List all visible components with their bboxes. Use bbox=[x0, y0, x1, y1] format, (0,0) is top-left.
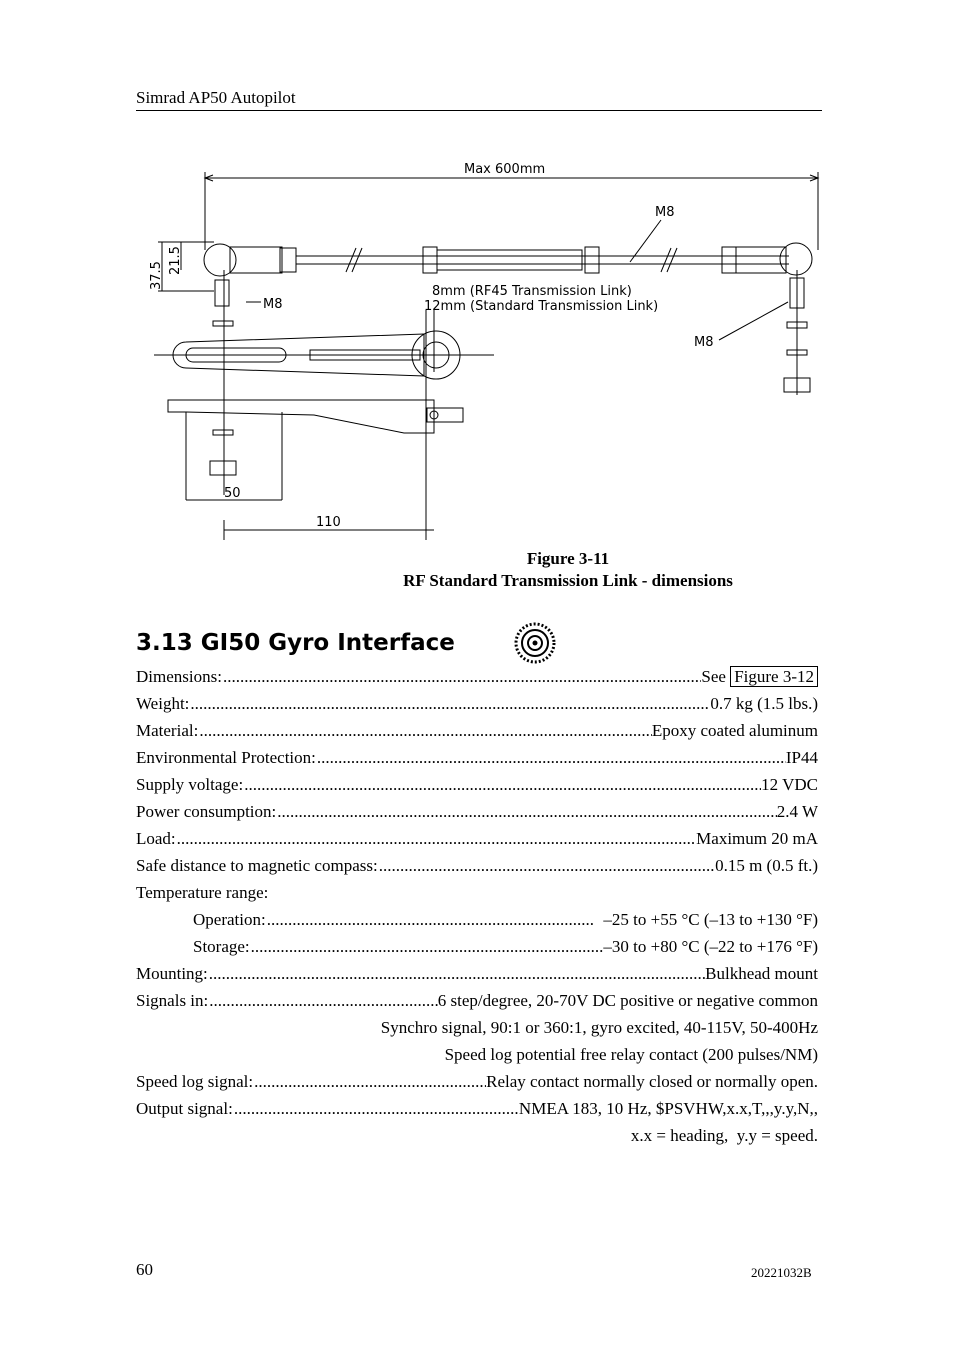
spec-row-safe-distance bbox=[136, 855, 818, 882]
spec-value: x.x = heading, y.y = speed. bbox=[630, 1126, 818, 1145]
spec-row-temperature-range bbox=[136, 882, 818, 909]
spec-value: Synchro signal, 90:1 or 360:1, gyro excited, 40-115V, 50-400Hz bbox=[380, 1018, 818, 1037]
spec-value: 2.4 W bbox=[776, 802, 818, 821]
spec-row-output-signal-legend bbox=[136, 1125, 818, 1152]
section-title: 3.13 GI50 Gyro Interface bbox=[136, 630, 455, 656]
spec-row-signals-in bbox=[136, 990, 818, 1017]
dim-50-label: 50 bbox=[224, 486, 241, 501]
spec-value: Maximum 20 mA bbox=[696, 829, 818, 848]
gyro-icon bbox=[514, 622, 556, 664]
m8-left-label: M8 bbox=[263, 297, 283, 312]
rod-rf45-label: 8mm (RF45 Transmission Link) bbox=[432, 284, 632, 299]
leader-dots bbox=[208, 963, 705, 985]
spec-value: Bulkhead mount bbox=[705, 964, 818, 983]
running-header: Simrad AP50 Autopilot bbox=[136, 88, 296, 107]
spec-row-mounting bbox=[136, 963, 818, 990]
leader-dots bbox=[276, 801, 777, 823]
spec-row-dimensions bbox=[136, 666, 818, 693]
spec-value: 0.15 m (0.5 ft.) bbox=[715, 856, 818, 875]
leader-dots bbox=[243, 774, 761, 796]
max-length-label: Max 600mm bbox=[464, 162, 546, 177]
leader-dots bbox=[316, 747, 786, 769]
spec-row-material bbox=[136, 720, 818, 747]
spec-label: Speed log signal: bbox=[136, 1072, 254, 1091]
spec-label: Operation: bbox=[193, 910, 266, 929]
leader-dots bbox=[378, 855, 715, 877]
leader-dots bbox=[198, 720, 652, 742]
spec-label: Weight: bbox=[136, 694, 190, 713]
spec-value: Epoxy coated aluminum bbox=[651, 721, 818, 740]
rod-standard-label: 12mm (Standard Transmission Link) bbox=[424, 299, 659, 314]
spec-label: Temperature range: bbox=[136, 883, 269, 902]
spec-row-output-signal bbox=[136, 1098, 818, 1125]
spec-label: Output signal: bbox=[136, 1099, 233, 1118]
leader-dots bbox=[266, 909, 595, 931]
spec-label: Dimensions: bbox=[136, 667, 222, 686]
transmission-link-drawing bbox=[134, 150, 834, 540]
spec-value bbox=[701, 666, 818, 688]
dim-110-label: 110 bbox=[316, 515, 341, 530]
spec-row-supply-voltage bbox=[136, 774, 818, 801]
spec-value-prefix: See bbox=[701, 667, 731, 686]
spec-row-power-consumption bbox=[136, 801, 818, 828]
leader-dots bbox=[233, 1098, 519, 1120]
spec-list bbox=[136, 666, 818, 1152]
spec-value: –30 to +80 °C (–22 to +176 °F) bbox=[603, 937, 818, 956]
spec-value: Speed log potential free relay contact (200 pulses/NM) bbox=[444, 1045, 818, 1064]
header-rule bbox=[136, 110, 822, 111]
spec-label: Material: bbox=[136, 721, 199, 740]
spec-row-signals-in-synchro bbox=[136, 1017, 818, 1044]
leader-dots bbox=[222, 666, 701, 688]
m8-top-label: M8 bbox=[655, 205, 675, 220]
spec-label: Safe distance to magnetic compass: bbox=[136, 856, 378, 875]
spec-value: 0.7 kg (1.5 lbs.) bbox=[710, 694, 818, 713]
spec-value: IP44 bbox=[785, 748, 818, 767]
spec-value: 12 VDC bbox=[761, 775, 818, 794]
spec-label: Signals in: bbox=[136, 991, 209, 1010]
spec-label: Supply voltage: bbox=[136, 775, 244, 794]
figure-caption-number: Figure 3-11 bbox=[526, 549, 610, 568]
spec-row-environmental-protection bbox=[136, 747, 818, 774]
m8-right-label: M8 bbox=[694, 335, 714, 350]
spec-label: Load: bbox=[136, 829, 176, 848]
spec-row-speed-log-signal bbox=[136, 1071, 818, 1098]
page-number: 60 bbox=[136, 1260, 153, 1279]
leader-dots bbox=[253, 1071, 486, 1093]
figure-caption-title: RF Standard Transmission Link - dimensions bbox=[403, 571, 733, 590]
spec-value: NMEA 183, 10 Hz, $PSVHW,x.x,T,,,y.y,N,, bbox=[518, 1099, 818, 1118]
spec-row-operation bbox=[136, 909, 818, 936]
document-number: 20221032B bbox=[751, 1265, 812, 1280]
dim-21-5-label: 21.5 bbox=[168, 246, 183, 275]
spec-row-signals-in-speed-log bbox=[136, 1044, 818, 1071]
spec-value: –25 to +55 °C (–13 to +130 °F) bbox=[594, 910, 818, 929]
figure-caption bbox=[330, 548, 806, 592]
spec-label: Mounting: bbox=[136, 964, 208, 983]
leader-dots bbox=[250, 936, 604, 958]
dim-37-5-label: 37.5 bbox=[149, 261, 164, 290]
leader-dots bbox=[208, 990, 438, 1012]
spec-label: Environmental Protection: bbox=[136, 748, 316, 767]
spec-label: Storage: bbox=[193, 937, 250, 956]
spec-row-load bbox=[136, 828, 818, 855]
spec-row-weight bbox=[136, 693, 818, 720]
leader-dots bbox=[189, 693, 710, 715]
spec-value: Relay contact normally closed or normally open. bbox=[486, 1072, 818, 1091]
spec-value: 6 step/degree, 20-70V DC positive or negative common bbox=[437, 991, 818, 1010]
spec-row-storage bbox=[136, 936, 818, 963]
figure-reference-link[interactable]: Figure 3-12 bbox=[730, 666, 818, 687]
leader-dots bbox=[176, 828, 697, 850]
spec-label: Power consumption: bbox=[136, 802, 277, 821]
